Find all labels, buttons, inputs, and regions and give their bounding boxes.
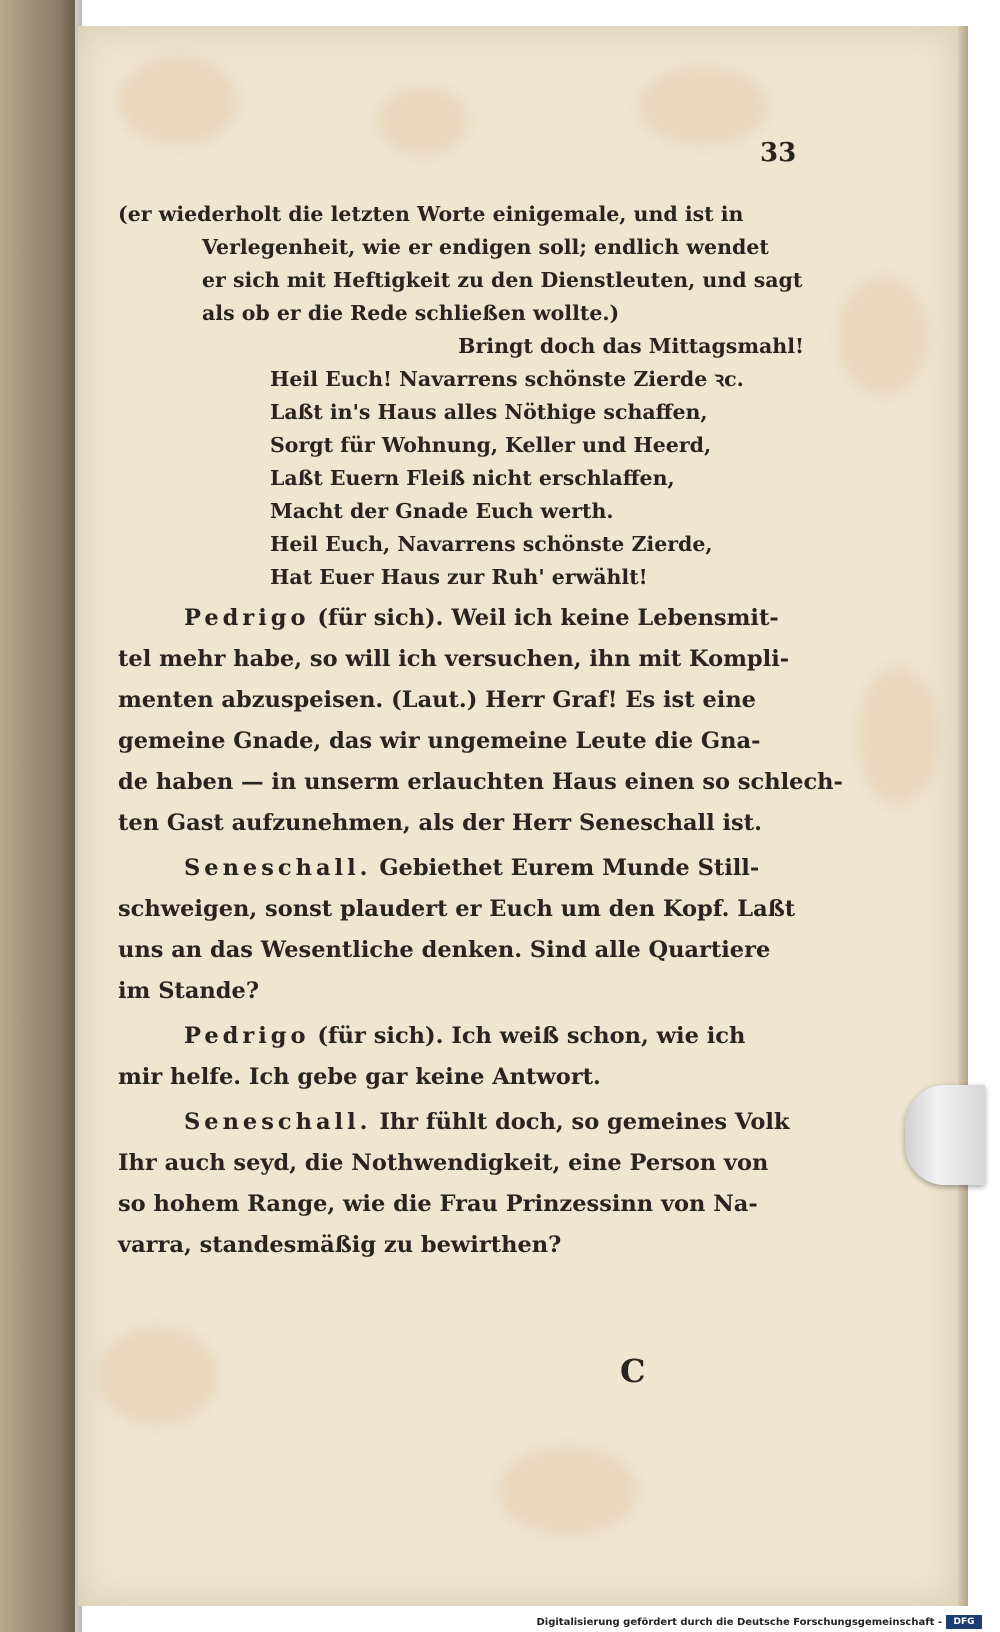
paragraph-line: Ihr fühlt doch, so gemeines Volk: [379, 1109, 790, 1135]
foxing-stain: [98, 1326, 218, 1426]
paragraph-seneschall-1: [118, 848, 808, 1012]
paragraph-line: Ihr auch seyd, die Nothwendigkeit, eine Person von: [118, 1150, 769, 1176]
dfg-logo-badge: DFG: [946, 1615, 982, 1629]
verse-line: Macht der Gnade Euch werth.: [270, 499, 614, 523]
page-number: 33: [760, 138, 797, 168]
stage-line: (er wiederholt die letzten Worte einigemale, und ist in: [118, 202, 744, 226]
stage-direction: [118, 198, 808, 330]
foxing-stain: [498, 1446, 638, 1536]
page-text: [118, 198, 843, 1266]
paragraph-line: gemeine Gnade, das wir ungemeine Leute die Gna-: [118, 728, 761, 754]
stage-line: als ob er die Rede schließen wollte.): [202, 301, 620, 325]
verse-line: Sorgt für Wohnung, Keller und Heerd,: [270, 433, 712, 457]
paragraph-line: im Stande?: [118, 978, 259, 1004]
speaker-name: Seneschall.: [184, 1109, 372, 1135]
paragraph-line: so hohem Range, wie die Frau Prinzessinn von Na-: [118, 1191, 758, 1217]
speaker-name: Pedrigo: [184, 1023, 310, 1049]
stage-line: er sich mit Heftigkeit zu den Dienstleuten, und sagt: [202, 268, 803, 292]
page-edge: [958, 26, 968, 1606]
verse-line: Heil Euch! Navarrens schönste Zierde ꝛc.: [270, 367, 744, 391]
verse-line: Laßt Euern Fleiß nicht erschlaffen,: [270, 466, 675, 490]
paragraph-line: (für sich). Ich weiß schon, wie ich: [317, 1023, 746, 1049]
paragraph-line: ten Gast aufzunehmen, als der Herr Seneschall ist.: [118, 810, 762, 836]
paragraph-line: (für sich). Weil ich keine Lebensmit-: [317, 605, 779, 631]
foxing-stain: [638, 66, 768, 146]
paragraph-line: mir helfe. Ich gebe gar keine Antwort.: [118, 1064, 601, 1090]
speaker-name: Pedrigo: [184, 605, 310, 631]
foxing-stain: [838, 276, 928, 396]
paragraph-line: varra, standesmäßig zu bewirthen?: [118, 1232, 562, 1258]
verse-block: [118, 330, 808, 594]
foxing-stain: [378, 86, 468, 156]
dfg-footer-credit: Digitalisierung gefördert durch die Deutsche Forschungsgemeinschaft -: [536, 1617, 942, 1628]
verse-line: Laßt in's Haus alles Nöthige schaffen,: [270, 400, 708, 424]
foxing-stain: [118, 56, 238, 146]
verse-line: Heil Euch, Navarrens schönste Zierde,: [270, 532, 713, 556]
paragraph-seneschall-2: [118, 1102, 808, 1266]
foxing-stain: [858, 666, 938, 806]
verse-line: Bringt doch das Mittagsmahl!: [458, 334, 804, 358]
stage-line: Verlegenheit, wie er endigen soll; endlich wendet: [202, 235, 769, 259]
page-clip: [905, 1085, 985, 1185]
paragraph-pedrigo-1: [118, 598, 843, 844]
paragraph-line: de haben — in unserm erlauchten Haus einen so schlech-: [118, 769, 843, 795]
paragraph-pedrigo-2: [118, 1016, 808, 1098]
paragraph-line: schweigen, sonst plaudert er Euch um den Kopf. Laßt: [118, 896, 796, 922]
paragraph-line: uns an das Wesentliche denken. Sind alle Quartiere: [118, 937, 771, 963]
speaker-name: Seneschall.: [184, 855, 372, 881]
paragraph-line: tel mehr habe, so will ich versuchen, ihn mit Kompli-: [118, 646, 790, 672]
paragraph-line: menten abzuspeisen. (Laut.) Herr Graf! Es ist eine: [118, 687, 756, 713]
verse-line: Hat Euer Haus zur Ruh' erwählt!: [270, 565, 648, 589]
paragraph-line: Gebiethet Eurem Munde Still-: [379, 855, 760, 881]
signature-mark: C: [620, 1352, 646, 1390]
